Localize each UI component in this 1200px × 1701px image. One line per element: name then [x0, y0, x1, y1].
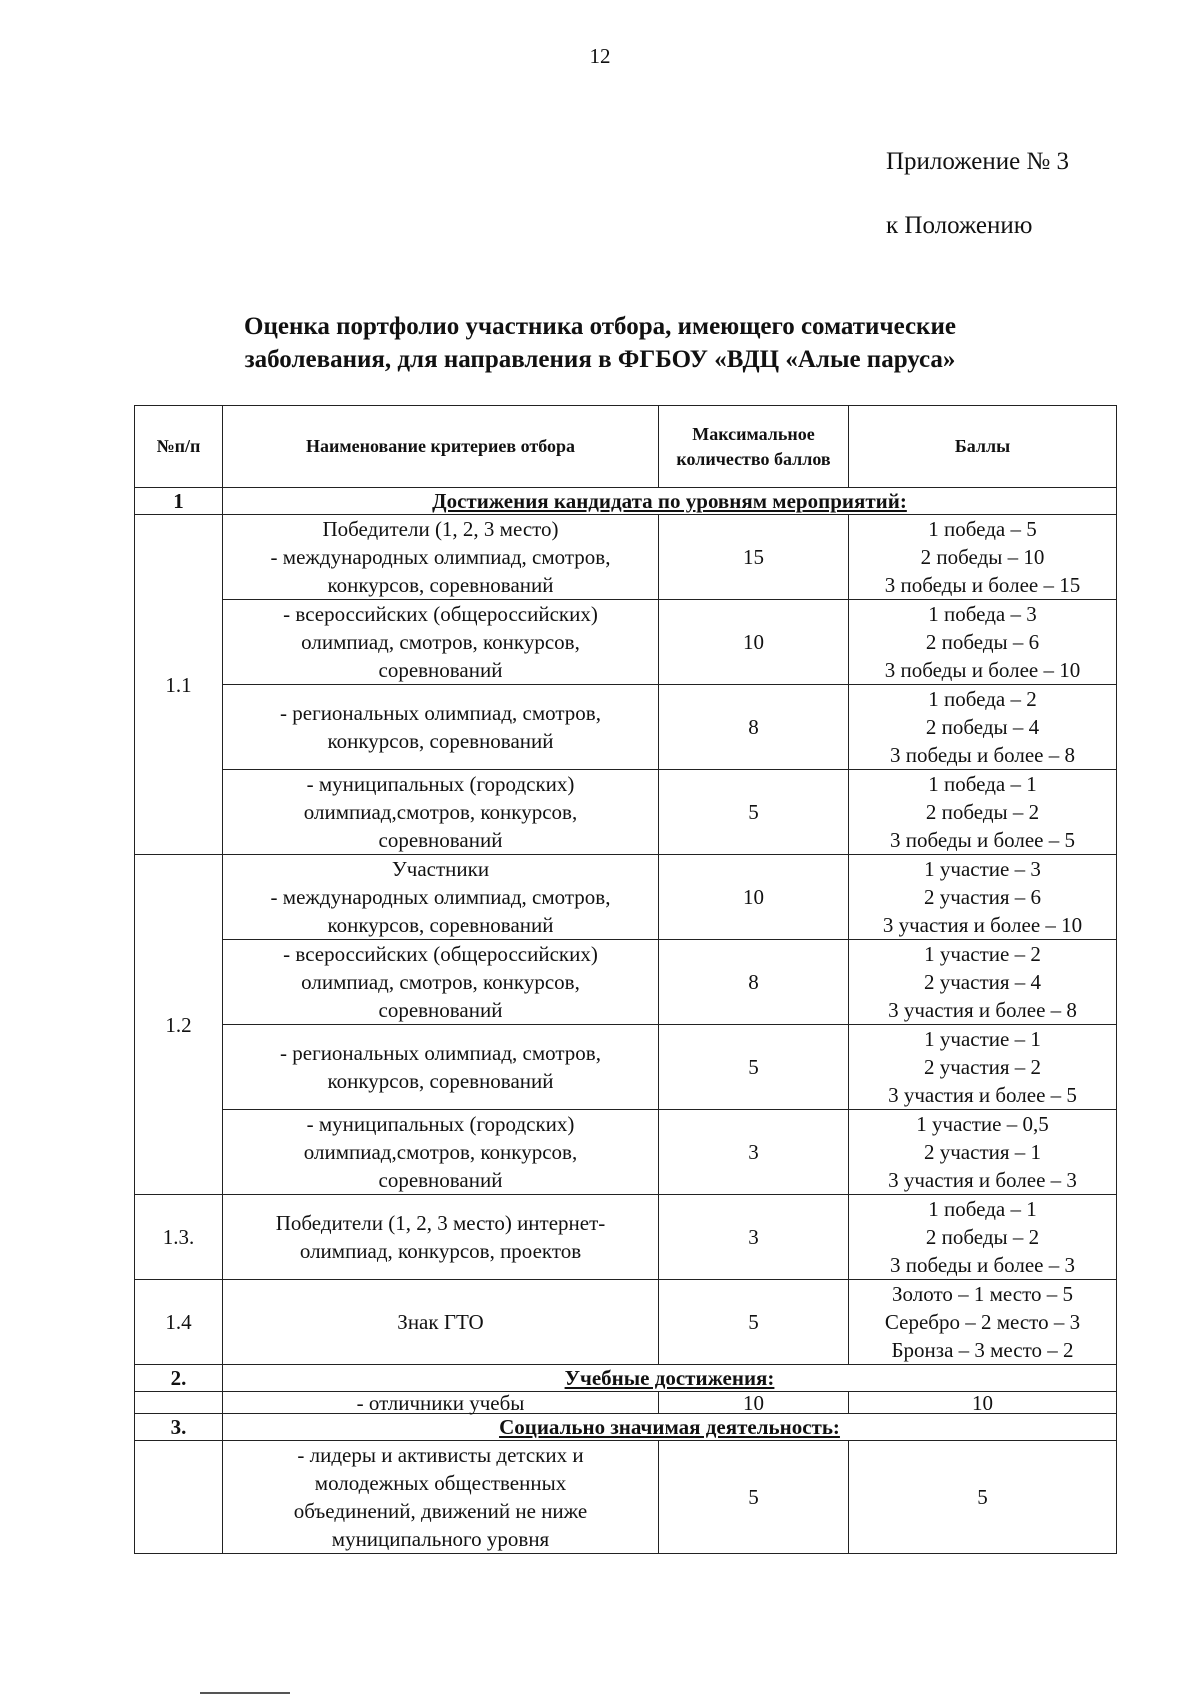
- criteria-line: - региональных олимпиад, смотров,: [280, 1041, 601, 1065]
- criteria-line: олимпиад, конкурсов, проектов: [299, 1239, 582, 1263]
- points-line: 1 победа – 5: [928, 517, 1037, 541]
- criteria-line: олимпиад,смотров, конкурсов,: [303, 1140, 578, 1164]
- section-3-row: [135, 1414, 1117, 1441]
- criteria-line: олимпиад, смотров, конкурсов,: [301, 630, 580, 654]
- points-cell: [849, 1195, 1117, 1280]
- criteria-line: соревнований: [378, 828, 503, 852]
- criteria-line: - муниципальных (городских): [306, 1112, 575, 1136]
- criteria-name-cell: [223, 1280, 659, 1365]
- points-line: 1 победа – 3: [928, 602, 1037, 626]
- points-cell: [849, 940, 1117, 1025]
- table-row: [135, 1025, 1117, 1110]
- table-row: [135, 855, 1117, 940]
- criteria-name-cell: [223, 515, 659, 600]
- table-row: [135, 770, 1117, 855]
- section-3-title: Социально значимая деятельность:: [223, 1414, 1117, 1441]
- max-points-cell: 8: [659, 685, 849, 770]
- criteria-line: - муниципальных (городских): [306, 772, 575, 796]
- points-line: 3 победы и более – 8: [889, 743, 1075, 767]
- criteria-line: - всероссийских (общероссийских): [283, 942, 598, 966]
- criteria-line: Участники: [391, 857, 490, 881]
- max-points-cell: 10: [659, 600, 849, 685]
- points-line: 2 участия – 4: [923, 970, 1042, 994]
- criteria-name-cell: [223, 770, 659, 855]
- points-line: 3 победы и более – 15: [884, 573, 1081, 597]
- max-points-cell: 15: [659, 515, 849, 600]
- group-1-1-number: 1.1: [135, 515, 223, 855]
- title-line-1: Оценка портфолио участника отбора, имеющего соматические: [244, 313, 956, 340]
- criteria-line: конкурсов, соревнований: [327, 1069, 554, 1093]
- criteria-line: соревнований: [378, 998, 503, 1022]
- criteria-name-cell: [223, 1195, 659, 1280]
- points-cell: [849, 685, 1117, 770]
- points-line: Золото – 1 место – 5: [892, 1282, 1073, 1306]
- points-line: 3 участия и более – 5: [888, 1083, 1077, 1107]
- points-line: 1 участие – 1: [924, 1027, 1041, 1051]
- criteria-name-cell: [223, 600, 659, 685]
- points-line: 1 участие – 0,5: [916, 1112, 1049, 1136]
- criteria-line: молодежных общественных: [314, 1471, 567, 1495]
- criteria-name-cell: - отличники учебы: [223, 1392, 659, 1414]
- header-points: Баллы: [849, 406, 1117, 488]
- criteria-line: объединений, движений не ниже: [293, 1499, 588, 1523]
- max-points-cell: 10: [659, 1392, 849, 1414]
- points-cell: [849, 1025, 1117, 1110]
- points-line: Бронза – 3 место – 2: [891, 1338, 1074, 1362]
- points-cell: [849, 855, 1117, 940]
- appendix-number: Приложение № 3: [886, 148, 1070, 175]
- points-line: 3 победы и более – 10: [884, 658, 1081, 682]
- criteria-name-cell: [223, 1025, 659, 1110]
- criteria-name-cell: [223, 855, 659, 940]
- criteria-line: олимпиад,смотров, конкурсов,: [303, 800, 578, 824]
- section-2-title: Учебные достижения:: [223, 1365, 1117, 1392]
- max-points-cell: 5: [659, 1280, 849, 1365]
- criteria-line: конкурсов, соревнований: [327, 913, 554, 937]
- criteria-line: соревнований: [378, 1168, 503, 1192]
- criteria-line: конкурсов, соревнований: [327, 573, 554, 597]
- max-points-cell: 3: [659, 1195, 849, 1280]
- points-cell: [849, 1280, 1117, 1365]
- section-2-row: [135, 1365, 1117, 1392]
- points-cell: [849, 770, 1117, 855]
- header-max-points: Максимальное количество баллов: [659, 406, 849, 488]
- max-points-cell: 5: [659, 770, 849, 855]
- points-cell: 5: [849, 1441, 1117, 1554]
- points-line: 2 победы – 2: [925, 800, 1040, 824]
- points-line: 3 победы и более – 5: [889, 828, 1075, 852]
- max-points-cell: 10: [659, 855, 849, 940]
- empty-number-cell: [135, 1392, 223, 1414]
- points-line: 2 участия – 6: [923, 885, 1042, 909]
- points-line: 1 участие – 3: [924, 857, 1041, 881]
- criteria-line: - международных олимпиад, смотров,: [270, 545, 611, 569]
- criteria-line: - лидеры и активисты детских и: [297, 1443, 584, 1467]
- criteria-line: Победители (1, 2, 3 место): [322, 517, 559, 541]
- max-points-cell: 5: [659, 1441, 849, 1554]
- points-line: 3 участия и более – 10: [882, 913, 1083, 937]
- appendix-reference: к Положению: [886, 212, 1033, 239]
- row-1-3-number: 1.3.: [135, 1195, 223, 1280]
- table-header-row: [135, 406, 1117, 488]
- page-number: 12: [589, 44, 611, 68]
- group-1-2-number: 1.2: [135, 855, 223, 1195]
- points-line: 2 победы – 2: [925, 1225, 1040, 1249]
- criteria-name-cell: [223, 1441, 659, 1554]
- points-cell: [849, 600, 1117, 685]
- points-line: 3 победы и более – 3: [889, 1253, 1075, 1277]
- criteria-line: - региональных олимпиад, смотров,: [280, 701, 601, 725]
- points-line: 3 участия и более – 3: [888, 1168, 1077, 1192]
- criteria-line: муниципального уровня: [331, 1527, 550, 1551]
- header-number: №п/п: [135, 406, 223, 488]
- points-line: 2 победы – 10: [920, 545, 1045, 569]
- empty-number-cell: [135, 1441, 223, 1554]
- section-3-number: 3.: [135, 1414, 223, 1441]
- criteria-line: - международных олимпиад, смотров,: [270, 885, 611, 909]
- points-line: 1 победа – 1: [928, 1197, 1037, 1221]
- points-line: Серебро – 2 место – 3: [884, 1310, 1081, 1334]
- max-points-cell: 5: [659, 1025, 849, 1110]
- table-row: [135, 1392, 1117, 1414]
- table-row: [135, 1280, 1117, 1365]
- points-line: 3 участия и более – 8: [888, 998, 1077, 1022]
- table-row: [135, 600, 1117, 685]
- points-line: 1 победа – 1: [928, 772, 1037, 796]
- criteria-line: соревнований: [378, 658, 503, 682]
- criteria-line: - всероссийских (общероссийских): [283, 602, 598, 626]
- document-title: [0, 310, 1200, 376]
- header-criteria-name: Наименование критериев отбора: [223, 406, 659, 488]
- criteria-table: [134, 405, 1117, 1554]
- points-line: 2 участия – 1: [923, 1140, 1042, 1164]
- table-row: [135, 1195, 1117, 1280]
- table-row: [135, 685, 1117, 770]
- points-cell: [849, 515, 1117, 600]
- points-line: 2 участия – 2: [923, 1055, 1042, 1079]
- points-line: 1 победа – 2: [928, 687, 1037, 711]
- max-points-cell: 8: [659, 940, 849, 1025]
- max-points-cell: 3: [659, 1110, 849, 1195]
- section-1-number: 1: [135, 488, 223, 515]
- criteria-line: конкурсов, соревнований: [327, 729, 554, 753]
- table-row: [135, 1110, 1117, 1195]
- title-line-2: заболевания, для направления в ФГБОУ «ВДЦ «Алые паруса»: [244, 346, 956, 373]
- criteria-line: Знак ГТО: [397, 1310, 484, 1334]
- points-line: 1 участие – 2: [924, 942, 1041, 966]
- section-2-number: 2.: [135, 1365, 223, 1392]
- section-1-title: Достижения кандидата по уровням мероприятий:: [223, 488, 1117, 515]
- points-line: 2 победы – 4: [925, 715, 1040, 739]
- table-row: [135, 1441, 1117, 1554]
- row-1-4-number: 1.4: [135, 1280, 223, 1365]
- criteria-name-cell: [223, 685, 659, 770]
- points-cell: 10: [849, 1392, 1117, 1414]
- section-1-row: [135, 488, 1117, 515]
- table-row: [135, 940, 1117, 1025]
- criteria-line: Победители (1, 2, 3 место) интернет-: [275, 1211, 606, 1235]
- points-line: 2 победы – 6: [925, 630, 1040, 654]
- criteria-name-cell: [223, 940, 659, 1025]
- criteria-name-cell: [223, 1110, 659, 1195]
- table-row: [135, 515, 1117, 600]
- bottom-scan-mark: [200, 1692, 290, 1694]
- criteria-line: олимпиад, смотров, конкурсов,: [301, 970, 580, 994]
- points-cell: [849, 1110, 1117, 1195]
